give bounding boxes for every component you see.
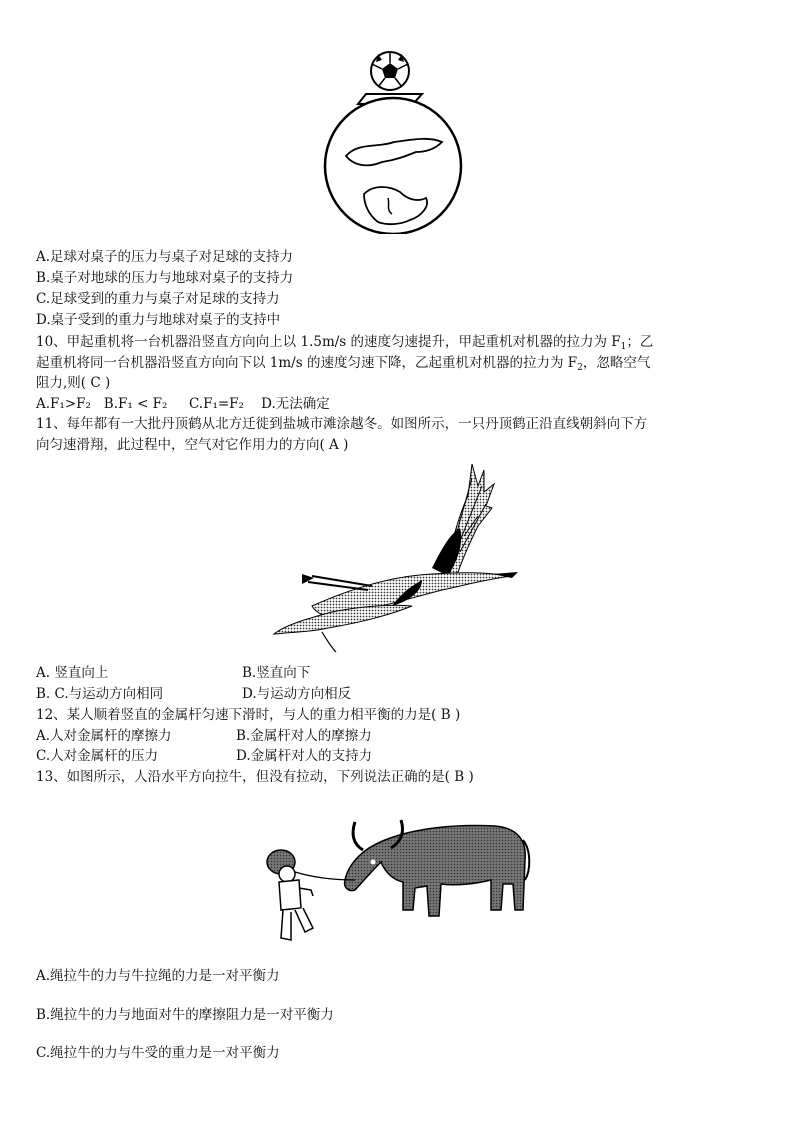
q9-option-a: A.足球对桌子的压力与桌子对足球的支持力 xyxy=(36,249,294,265)
q13-option-b: B.绳拉牛的力与地面对牛的摩擦阻力是一对平衡力 xyxy=(36,1007,334,1023)
man-pulling-ox-figure xyxy=(255,800,535,950)
q11-stem-line2: 向匀速滑翔，此过程中，空气对它作用力的方向( A ) xyxy=(36,437,349,453)
q12-option-d: D.金属杆对人的支持力 xyxy=(236,748,373,764)
globe-table-football-figure xyxy=(318,44,468,234)
q12-options-row2 xyxy=(36,746,372,766)
q10-option-a: A.F₁>F₂ xyxy=(36,396,91,412)
q12-option-c: C.人对金属杆的压力 xyxy=(36,748,159,764)
q11-stem-line1: 11、每年都有一大批丹顶鹤从北方迁徙到盐城市滩涂越冬。如图所示，一只丹顶鹤正沿直线朝斜向下方 xyxy=(36,416,648,432)
globe-icon xyxy=(325,98,461,234)
q10-stem-line2: 起重机将同一台机器沿竖直方向向下以 1m/s 的速度匀速下降，乙起重机对机器的拉力为 $F_2$，忽略空气 xyxy=(36,355,651,373)
q9-option-b: B.桌子对地球的压力与地球对桌子的支持力 xyxy=(36,270,294,286)
ox-icon xyxy=(345,820,530,916)
q11-option-a: A. 竖直向上 xyxy=(36,665,109,681)
q13-option-a: A.绳拉牛的力与牛拉绳的力是一对平衡力 xyxy=(36,968,280,984)
q10-option-c: C.F₁=F₂ xyxy=(188,396,244,412)
q12-options-row1 xyxy=(36,726,372,746)
q12-option-b: B.金属杆对人的摩擦力 xyxy=(236,728,372,744)
q9-option-c: C.足球受到的重力与桌子对足球的支持力 xyxy=(36,291,280,307)
q11-options-row1 xyxy=(36,663,310,683)
q11-option-b: B.竖直向下 xyxy=(242,665,311,681)
q11-option-d: D.与运动方向相反 xyxy=(242,686,352,702)
q10-stem-line3: 阻力,则( C ) xyxy=(36,375,111,391)
football-icon xyxy=(371,52,409,90)
q10-options xyxy=(36,394,330,414)
q10-option-d: D.无法确定 xyxy=(261,396,330,412)
man-icon xyxy=(267,850,313,940)
q10-option-b: B.F₁ < F₂ xyxy=(103,396,168,412)
q12-option-a: A.人对金属杆的摩擦力 xyxy=(36,728,172,744)
q9-option-d: D.桌子受到的重力与地球对桌子的支持中 xyxy=(36,312,281,328)
crane-figure xyxy=(272,456,522,656)
q11-options-row2 xyxy=(36,684,351,704)
q11-option-c: B. C.与运动方向相同 xyxy=(36,686,164,702)
q13-stem: 13、如图所示，人沿水平方向拉牛，但没有拉动，下列说法正确的是( B ) xyxy=(36,769,474,785)
q10-stem-line1: 10、甲起重机将一台机器沿竖直方向向上以 1.5m/s 的速度匀速提升，甲起重机对机器的拉力为 $F_1$；乙 xyxy=(36,334,654,352)
q13-option-c: C.绳拉牛的力与牛受的重力是一对平衡力 xyxy=(36,1045,280,1061)
q12-stem: 12、某人顺着竖直的金属杆匀速下滑时，与人的重力相平衡的力是( B ) xyxy=(36,707,461,723)
crane-icon xyxy=(274,464,518,652)
